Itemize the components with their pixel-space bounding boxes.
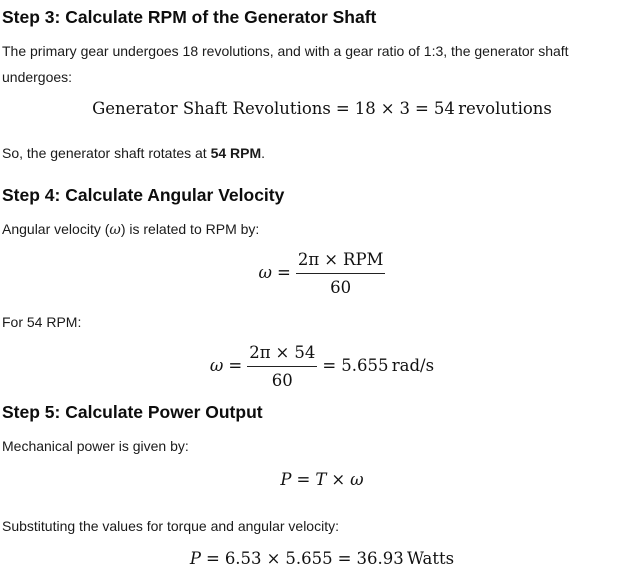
calc-num-val: 54 <box>294 343 316 362</box>
formula-equals: = <box>277 263 291 282</box>
formula-t: T <box>315 470 327 489</box>
eq-unit: revolutions <box>458 99 552 118</box>
step3-intro: The primary gear undergoes 18 revolutions, and with a gear ratio of 1:3, the generator shaft undergoes: <box>2 43 569 85</box>
calc-times: × <box>266 549 281 568</box>
conclusion-prefix: So, the generator shaft rotates at <box>2 145 211 161</box>
step4-formula <box>2 250 636 297</box>
formula-omega: ω <box>258 263 273 282</box>
calc-denominator: 60 <box>271 371 293 390</box>
calc-num-times: × <box>275 343 290 362</box>
formula-numerator <box>296 250 386 273</box>
calc-equals-2: = <box>337 549 352 568</box>
formula-omega: ω <box>350 470 364 489</box>
calc-power-unit: Watts <box>407 549 455 568</box>
eq-value-b: 3 <box>399 99 411 118</box>
formula-p: P <box>280 470 292 489</box>
step5-calculation <box>2 549 636 568</box>
intro-suffix: ) is related to RPM by: <box>120 221 260 237</box>
formula-fraction <box>296 250 386 297</box>
calc-fraction <box>247 343 317 390</box>
step5-formula <box>2 470 636 489</box>
step4-for-text: For 54 RPM: <box>2 314 82 330</box>
step3-equation <box>2 99 636 118</box>
eq-result: 54 <box>433 99 455 118</box>
calc-equals: = <box>228 356 243 375</box>
intro-prefix: Angular velocity ( <box>2 221 110 237</box>
step5-heading: Step 5: Calculate Power Output <box>2 402 263 422</box>
step3-conclusion <box>2 140 265 166</box>
calc-omega: ω <box>209 356 224 375</box>
num-var: RPM <box>343 250 384 269</box>
eq-equals-2: = <box>415 99 429 118</box>
formula-times: × <box>331 470 346 489</box>
eq-times: × <box>380 99 395 118</box>
calc-power-result: 36.93 <box>356 549 404 568</box>
formula-equals: = <box>296 470 311 489</box>
calc-equals: = <box>205 549 220 568</box>
calc-p: P <box>189 549 201 568</box>
eq-equals: = <box>335 99 350 118</box>
step5-intro: Mechanical power is given by: <box>2 438 189 454</box>
calc-numerator <box>247 343 317 366</box>
calc-unit: rad/s <box>391 356 435 375</box>
eq-lhs: Generator Shaft Revolutions <box>92 99 331 118</box>
num-times: × <box>324 250 339 269</box>
step4-intro <box>2 216 259 243</box>
step5-substitution-text: Substituting the values for torque and angular velocity: <box>2 518 339 534</box>
formula-denominator: 60 <box>330 278 352 297</box>
calc-torque: 6.53 <box>224 549 262 568</box>
conclusion-suffix: . <box>261 145 266 161</box>
step3-heading: Step 3: Calculate RPM of the Generator Shaft <box>2 7 377 27</box>
calc-omega-value: 5.655 <box>285 549 333 568</box>
step4-calculation <box>2 343 636 390</box>
conclusion-rpm: 54 RPM <box>210 145 262 161</box>
calc-num-coef: 2π <box>249 343 271 362</box>
omega-symbol: ω <box>109 222 121 238</box>
calc-equals-2: = <box>322 356 337 375</box>
eq-value-a: 18 <box>354 99 376 118</box>
num-coef: 2π <box>297 250 320 269</box>
calc-result: 5.655 <box>341 356 389 375</box>
step4-heading: Step 4: Calculate Angular Velocity <box>2 185 285 205</box>
